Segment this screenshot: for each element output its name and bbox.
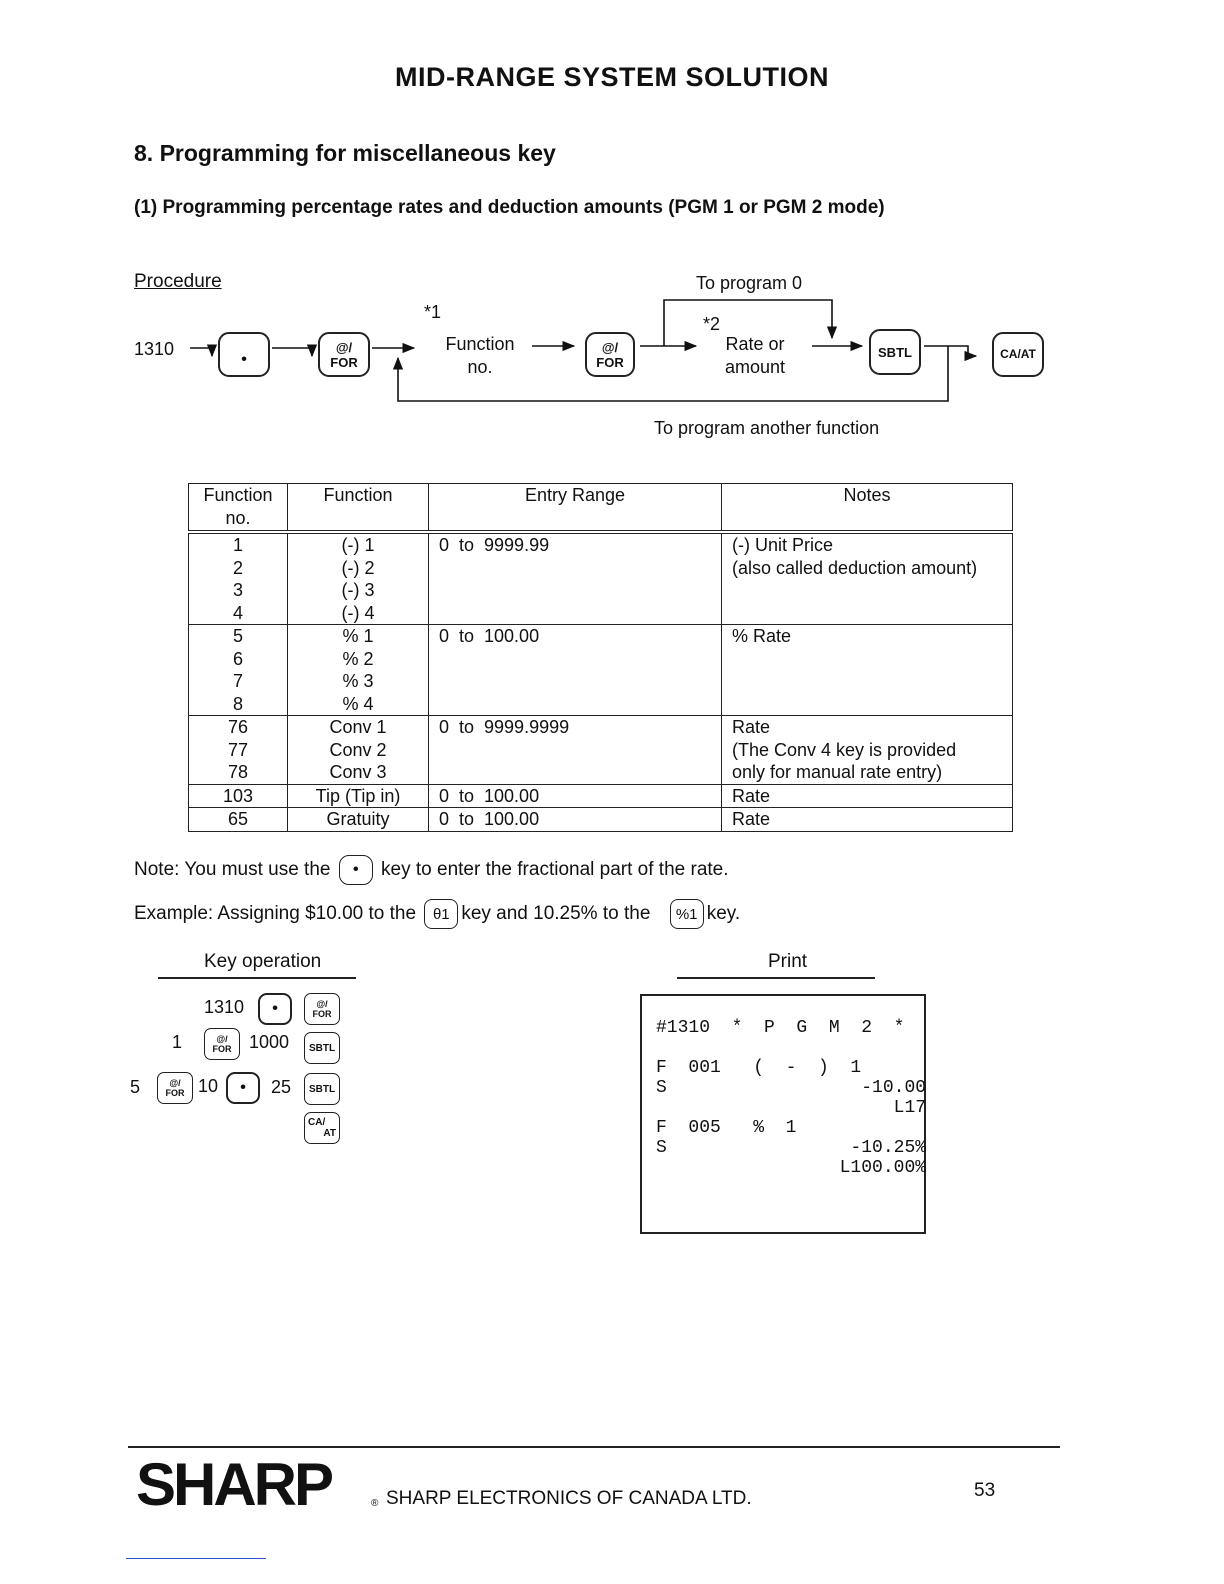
function-no: 2	[232, 557, 243, 578]
bottom-rule	[126, 1558, 266, 1559]
percent1-key-inline: %1	[670, 899, 704, 929]
procedure-label: Procedure	[134, 271, 222, 292]
caat-key: CA/AT	[992, 332, 1044, 377]
header-function-no: Function no.	[189, 484, 288, 533]
table-row	[189, 784, 1013, 808]
page-number: 53	[974, 1480, 996, 1501]
function-no: 7	[232, 671, 243, 691]
for-key: @/ FOR	[318, 332, 370, 377]
keyop-line3-a: 5	[130, 1077, 141, 1097]
note-1-marker: *1	[424, 302, 442, 322]
receipt-line: S -10.25%	[656, 1138, 927, 1158]
sbtl-key: SBTL	[869, 329, 921, 375]
keyop-for-key: @/ FOR	[157, 1072, 193, 1104]
keyop-line3-c: 25	[271, 1077, 292, 1097]
receipt-line: F 001 ( - ) 1	[656, 1058, 862, 1078]
arrow-7	[924, 346, 976, 356]
entry-range: 0 to 9999.9999	[429, 716, 722, 785]
section-subtitle: (1) Programming percentage rates and deduction amounts (PGM 1 or PGM 2 mode)	[134, 197, 885, 218]
keyop-decimal-key: •	[258, 993, 292, 1025]
table-header-row	[189, 484, 1013, 533]
table-row	[189, 808, 1013, 832]
keyop-line2-b: 1000	[249, 1032, 290, 1052]
header-function: Function	[288, 484, 429, 533]
function-name: (-) 3	[341, 580, 375, 600]
print-label: Print	[768, 951, 808, 972]
receipt-line: L17	[656, 1098, 927, 1118]
function-no: 8	[232, 693, 243, 714]
decimal-key: •	[218, 332, 270, 377]
function-no: 78	[227, 762, 249, 782]
note-line: (-) Unit Price	[732, 535, 834, 555]
note-2-marker: *2	[703, 314, 721, 334]
keyop-line2-a: 1	[172, 1032, 183, 1052]
note-line: Rate	[732, 717, 771, 737]
function-no: 65	[189, 808, 288, 832]
print-underline	[677, 977, 875, 979]
keyop-for-key: @/ FOR	[204, 1028, 240, 1060]
function-no: 77	[227, 739, 249, 760]
table-row	[189, 532, 1013, 625]
table-row	[189, 625, 1013, 716]
keyop-sbtl-key: SBTL	[304, 1032, 340, 1064]
receipt-line	[656, 1038, 926, 1058]
keyop-for-key: @/ FOR	[304, 993, 340, 1025]
function-name: % 3	[342, 671, 374, 691]
function-name: Conv 1	[329, 717, 387, 737]
function-name: (-) 1	[341, 535, 375, 555]
note-line: % Rate	[732, 626, 792, 646]
function-no: 4	[232, 602, 243, 623]
keyop-sbtl-key: SBTL	[304, 1073, 340, 1105]
loop-bottom-label: To program another function	[654, 418, 880, 438]
decimal-key-inline: •	[339, 855, 373, 885]
note-line: Rate	[722, 784, 1013, 808]
function-name: % 2	[342, 648, 374, 669]
keyop-line1-number: 1310	[204, 997, 245, 1017]
rate-amount-step: Rate or amount	[724, 334, 786, 377]
procedure-arrows	[0, 0, 1224, 460]
entry-range: 0 to 100.00	[429, 625, 722, 716]
function-name: Gratuity	[288, 808, 429, 832]
header-entry-range: Entry Range	[429, 484, 722, 533]
receipt-text	[656, 1018, 926, 1178]
table-row	[189, 716, 1013, 785]
arrow-2	[272, 348, 312, 356]
page-header: MID-RANGE SYSTEM SOLUTION	[394, 62, 829, 92]
receipt-line: F 005 % 1	[656, 1118, 797, 1138]
receipt-line: L100.00%	[656, 1158, 927, 1178]
function-name: Tip (Tip in)	[288, 784, 429, 808]
function-name: Conv 2	[329, 739, 387, 760]
function-no: 1	[232, 535, 243, 555]
start-code: 1310	[134, 339, 175, 359]
function-no-step: Function no.	[445, 334, 515, 377]
key-operation-label: Key operation	[204, 951, 322, 972]
example-line: Example: Assigning $10.00 to the θ1 key and 10.25% to the %1 key.	[134, 899, 740, 929]
keyop-caat-key: CA/ AT	[304, 1112, 340, 1144]
note-line-fractional: Note: You must use the • key to enter the fractional part of the rate.	[134, 855, 729, 885]
loop-top-label: To program 0	[696, 273, 803, 293]
function-table	[188, 483, 1013, 832]
keyop-line3-b: 10	[198, 1076, 219, 1096]
function-no: 103	[189, 784, 288, 808]
sharp-logo: SHARP	[136, 1451, 332, 1518]
section-title: 8. Programming for miscellaneous key	[134, 140, 556, 166]
entry-range: 0 to 100.00	[429, 808, 722, 832]
arrow-1	[190, 348, 212, 356]
note-line: Rate	[722, 808, 1013, 832]
keyop-decimal-key: •	[226, 1072, 260, 1104]
entry-range: 0 to 100.00	[429, 784, 722, 808]
entry-range: 0 to 9999.99	[429, 532, 722, 625]
footer-rule	[128, 1446, 1060, 1448]
receipt	[640, 994, 926, 1234]
company-name: SHARP ELECTRONICS OF CANADA LTD.	[386, 1488, 752, 1509]
function-no: 5	[232, 626, 243, 646]
registered-mark: ®	[371, 1498, 379, 1509]
note-line: only for manual rate entry)	[732, 762, 943, 782]
theta1-key-inline: θ1	[424, 899, 458, 929]
function-name: (-) 4	[341, 602, 375, 623]
note-line: (The Conv 4 key is provided	[732, 739, 957, 760]
function-no: 76	[227, 717, 249, 737]
function-no: 6	[232, 648, 243, 669]
receipt-line: #1310 * P G M 2 *	[656, 1018, 905, 1038]
function-name: % 1	[342, 626, 374, 646]
header-notes: Notes	[722, 484, 1013, 533]
function-no: 3	[232, 580, 243, 600]
note-line: (also called deduction amount)	[732, 557, 978, 578]
key-operation-underline	[158, 977, 356, 979]
function-name: Conv 3	[329, 762, 387, 782]
for-key-2: @/ FOR	[585, 332, 635, 377]
function-name: (-) 2	[341, 557, 375, 578]
function-name: % 4	[342, 693, 374, 714]
receipt-line: S -10.00	[656, 1078, 927, 1098]
